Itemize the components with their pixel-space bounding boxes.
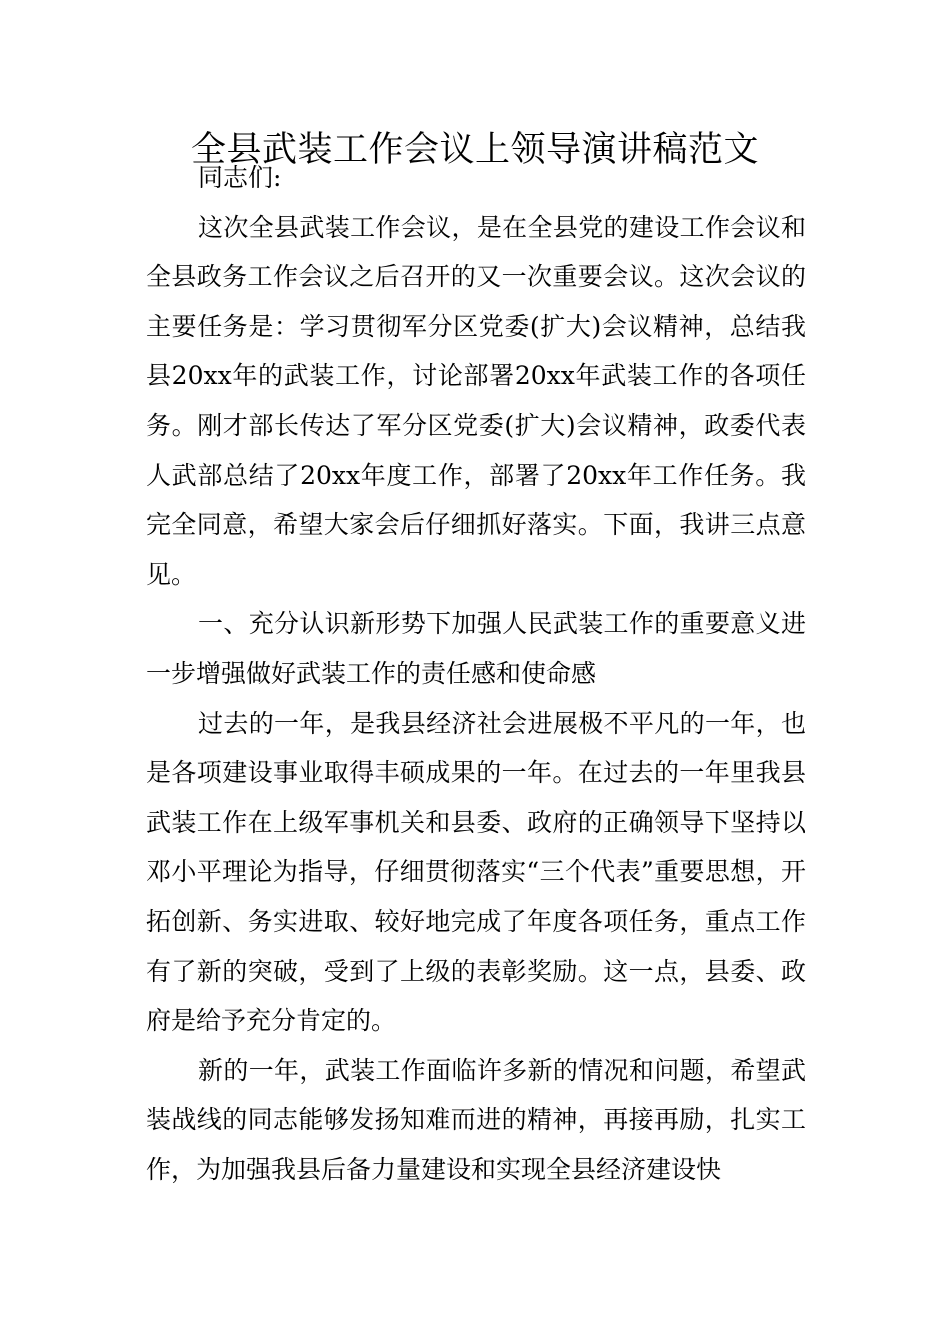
body-paragraph: 过去的一年，是我县经济社会进展极不平凡的一年，也是各项建设事业取得丰硕成果的一年。在过去的一年里我县武装工作在上级军事机关和县委、政府的正确领导下坚持以邓小平理论为指导，仔细贯彻落实“三个代表”重要思想，开拓创新、务实进取、较好地完成了年度各项任务，重点工作有了新的突破，受到了上级的表彰奖励。这一点，县委、政府是给予充分肯定的。 bbox=[146, 708, 806, 1036]
section-heading: 一、充分认识新形势下加强人民武装工作的重要意义进一步增强做好武装工作的责任感和使命感 bbox=[146, 609, 806, 688]
document-body bbox=[146, 153, 806, 1194]
document-title: 全县武装工作会议上领导演讲稿范文 bbox=[190, 130, 759, 170]
salutation: 同志们: bbox=[198, 163, 282, 192]
body-paragraph: 这次全县武装工作会议，是在全县党的建设工作会议和全县政务工作会议之后召开的又一次重要会议。这次会议的主要任务是：学习贯彻军分区党委(扩大)会议精神，总结我县20xx年的武装工作，讨论部署20xx年武装工作的各项任务。刚才部长传达了军分区党委(扩大)会议精神，政委代表人武部总结了20xx年度工作，部署了20xx年工作任务。我完全同意，希望大家会后仔细抓好落实。下面，我讲三点意见。 bbox=[146, 212, 806, 589]
body-paragraph: 新的一年，武装工作面临许多新的情况和问题，希望武装战线的同志能够发扬知难而进的精神，再接再励，扎实工作，为加强我县后备力量建设和实现全县经济建设快 bbox=[146, 1055, 806, 1184]
